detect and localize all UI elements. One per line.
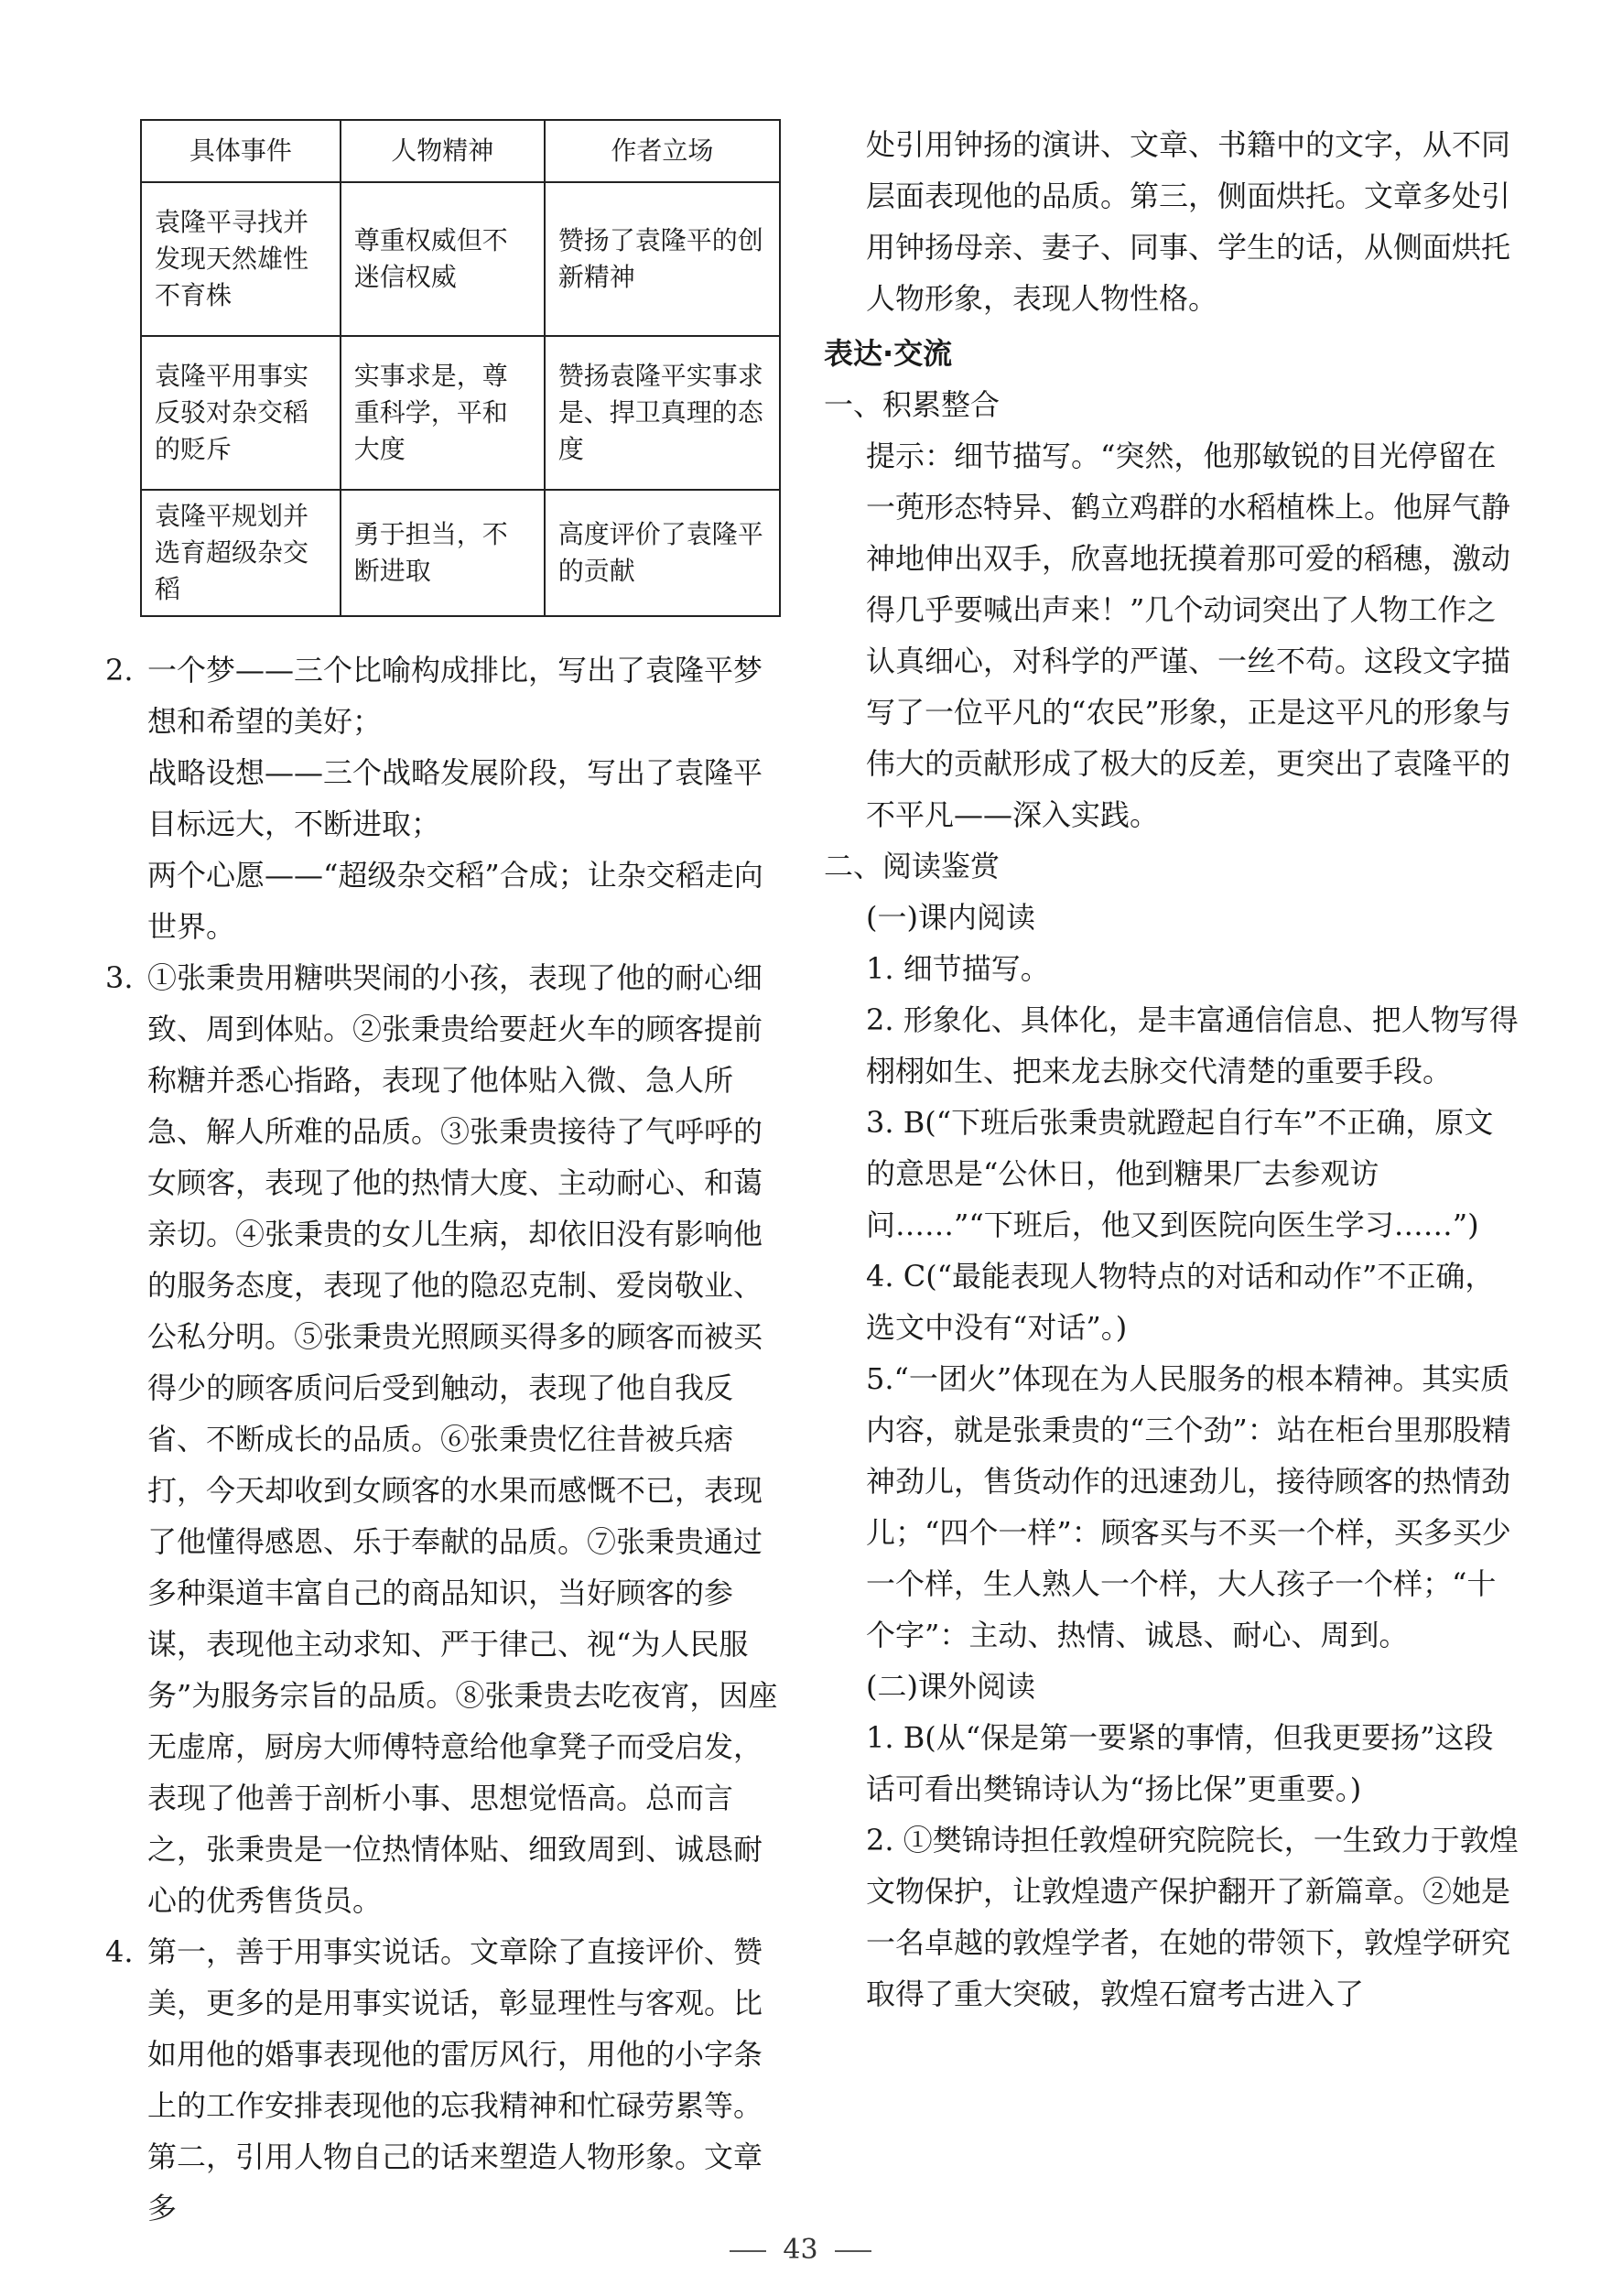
answer-3 (105, 952, 787, 1926)
list-item: 2. 形象化、具体化，是丰富通信信息、把人物写得栩栩如生、把来龙去脉交代清楚的重要手段。 (866, 1002, 1519, 1088)
table-row (141, 336, 780, 490)
table-cell: 尊重权威但不迷信权威 (341, 182, 545, 336)
table-cell: 袁隆平寻找并发现天然雄性不育株 (141, 182, 341, 336)
table-header-row (141, 120, 780, 182)
left-column (105, 119, 787, 2234)
table-header-cell: 具体事件 (141, 120, 341, 182)
part-2-title: 二、阅读鉴赏 (824, 849, 1001, 883)
table-header-cell: 作者立场 (545, 120, 780, 182)
page-number: 43 (783, 2234, 818, 2266)
answer-text: 第一，善于用事实说话。文章除了直接评价、赞美，更多的是用事实说话，彰显理性与客观。比如用他的婚事表现他的雷厉风行，用他的小字条上的工作安排表现他的忘我精神和忙碌劳累等。第二，引用人物自己的话来塑造人物形象。文章多 (147, 1934, 763, 2226)
list-item: 5.“一团火”体现在为人民服务的根本精神。其实质内容，就是张秉贵的“三个劲”：站在柜台里那股精神劲儿，售货动作的迅速劲儿，接待顾客的热情劲儿；“四个一样”：顾客买与不买一个样，买多买少一个样，生人熟人一个样，大人孩子一个样；“十个字”：主动、热情、诚恳、耐心、周到。 (866, 1361, 1511, 1652)
list-item: 2. ①樊锦诗担任敦煌研究院院长，一生致力于敦煌文物保护，让敦煌遗产保护翻开了新篇章。②她是一名卓越的敦煌学者，在她的带领下，敦煌学研究取得了重大突破，敦煌石窟考古进入了 (866, 1823, 1519, 2011)
answer-2-line-2: 战略设想——三个战略发展阶段，写出了袁隆平目标远大，不断进取； (147, 755, 763, 841)
answer-text: 一个梦——三个比喻构成排比，写出了袁隆平梦想和希望的美好； (147, 653, 763, 739)
list-item: 1. 细节描写。 (866, 951, 1050, 986)
footer-dash (835, 2250, 871, 2252)
answer-2-line-1 (105, 644, 787, 747)
table-cell: 袁隆平用事实反驳对杂交稻的贬斥 (141, 336, 341, 490)
answer-2-line-3: 两个心愿——“超级杂交稻”合成；让杂交稻走向世界。 (147, 858, 763, 944)
section-title: 表达·交流 (824, 336, 953, 371)
answer-4-continued: 处引用钟扬的演讲、文章、书籍中的文字，从不同层面表现他的品质。第三，侧面烘托。文章多处引用钟扬母亲、妻子、同事、学生的话，从侧面烘托人物形象，表现人物性格。 (866, 127, 1511, 316)
part-1-text: 提示：细节描写。“突然，他那敏锐的目光停留在一蔸形态特异、鹤立鸡群的水稻植株上。他屏气静神地伸出双手，欣喜地抚摸着那可爱的稻穗，激动得几乎要喊出声来！”几个动词突出了人物工作之认真细心，对科学的严谨、一丝不苟。这段文字描写了一位平凡的“农民”形象，正是这平凡的形象与伟大的贡献形成了极大的反差，更突出了袁隆平的不平凡——深入实践。 (866, 439, 1511, 832)
answer-2 (105, 644, 787, 952)
answer-number: 2. (105, 653, 134, 688)
summary-table (140, 119, 781, 617)
footer-dash (730, 2250, 766, 2252)
table-header-cell: 人物精神 (341, 120, 545, 182)
answer-number: 4. (105, 1934, 134, 1969)
table-cell: 实事求是，尊重科学，平和大度 (341, 336, 545, 490)
answer-3-paragraph (105, 952, 787, 1926)
table-row (141, 490, 780, 616)
answer-text: ①张秉贵用糖哄哭闹的小孩，表现了他的耐心细致、周到体贴。②张秉贵给要赶火车的顾客提前称糖并悉心指路，表现了他体贴入微、急人所急、解人所难的品质。③张秉贵接待了气呼呼的女顾客，表现了他的热情大度、主动耐心、和蔼亲切。④张秉贵的女儿生病，却依旧没有影响他的服务态度，表现了他的隐忍克制、爱岗敬业、公私分明。⑤张秉贵光照顾买得多的顾客而被买得少的顾客质问后受到触动，表现了他自我反省、不断成长的品质。⑥张秉贵忆往昔被兵痞打，今天却收到女顾客的水果而感慨不已，表现了他懂得感恩、乐于奉献的品质。⑦张秉贵通过多种渠道丰富自己的商品知识，当好顾客的参谋，表现他主动求知、严于律己、视“为人民服务”为服务宗旨的品质。⑧张秉贵去吃夜宵，因座无虚席，厨房大师傅特意给他拿凳子而受启发，表现了他善于剖析小事、思想觉悟高。总而言之，张秉贵是一位热情体贴、细致周到、诚恳耐心的优秀售货员。 (147, 960, 778, 1918)
list-item: 1. B(从“保是第一要紧的事情，但我更要扬”这段话可看出樊锦诗认为“扬比保”更重要。) (866, 1720, 1494, 1806)
list-item: 4. C(“最能表现人物特点的对话和动作”不正确，选文中没有“对话”。) (866, 1259, 1495, 1345)
list-item: 3. B(“下班后张秉贵就蹬起自行车”不正确，原文的意思是“公休日，他到糖果厂去参观访问……”“下班后，他又到医院向医生学习……”) (866, 1105, 1494, 1242)
table-cell: 赞扬了袁隆平的创新精神 (545, 182, 780, 336)
table-cell: 袁隆平规划并选育超级杂交稻 (141, 490, 341, 616)
right-column (824, 119, 1520, 2020)
subsection-1-title: (一)课内阅读 (866, 900, 1035, 935)
subsection-2-title: (二)课外阅读 (866, 1669, 1035, 1704)
answer-number: 3. (105, 960, 134, 995)
summary-table-wrap (105, 119, 787, 617)
part-1-title: 一、积累整合 (824, 387, 1001, 422)
table-cell: 赞扬袁隆平实事求是、捍卫真理的态度 (545, 336, 780, 490)
table-cell: 高度评价了袁隆平的贡献 (545, 490, 780, 616)
table-row (141, 182, 780, 336)
answer-4 (105, 1926, 787, 2234)
page-footer (0, 2234, 1601, 2266)
answer-4-paragraph (105, 1926, 787, 2234)
table-cell: 勇于担当，不断进取 (341, 490, 545, 616)
